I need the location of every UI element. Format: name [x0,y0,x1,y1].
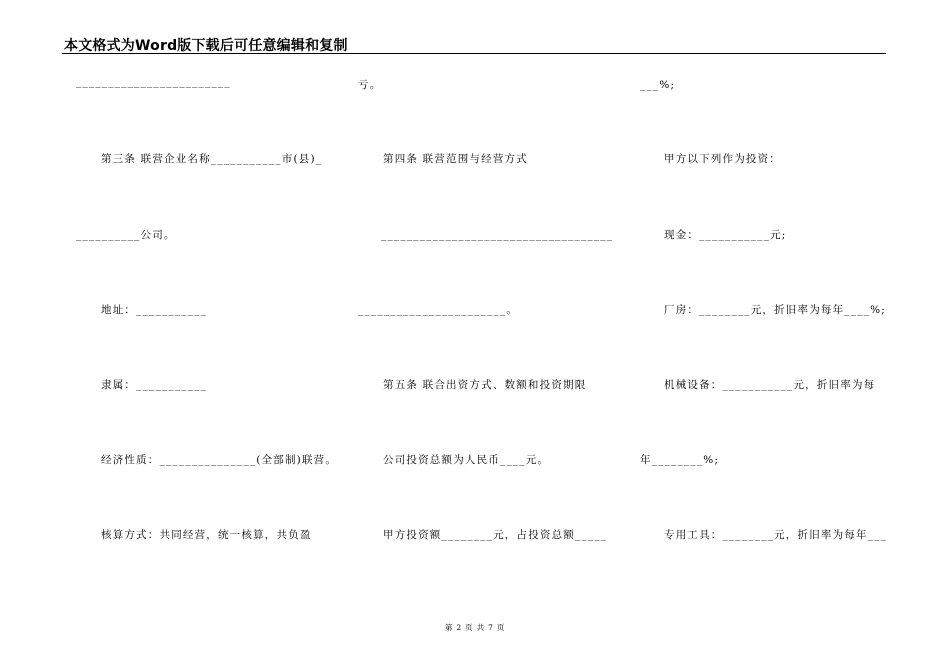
text-line: 亏。 [358,79,382,91]
text-line: 专用工具：________元，折旧率为每年___ [664,529,888,541]
text-line: 现金：___________元; [664,229,787,241]
page-header-title: 本文格式为Word版下载后可任意编辑和复制 [64,38,348,54]
text-line: 厂房：________元，折旧率为每年____%; [664,304,887,316]
text-line: 地址：___________ [101,304,208,316]
text-line: 年________%; [640,454,720,466]
text-line: ____________________________________ [381,229,614,241]
text-line: 经济性质：_______________(全部制)联营。 [101,454,338,466]
text-line: 第四条 联营范围与经营方式 [383,153,528,165]
text-line: 核算方式：共同经营，统一核算，共负盈 [101,529,312,541]
text-line: 甲方以下列作为投资： [664,153,781,165]
text-line: 机械设备：___________元，折旧率为每 [664,379,876,391]
text-line: 第三条 联营企业名称___________市(县)_ [101,153,323,165]
text-line: _______________________。 [358,304,519,316]
header-divider [62,53,886,54]
text-line: ________________________ [76,76,231,88]
text-line: 第五条 联合出资方式、数额和投资期限 [383,379,587,391]
text-line: 公司投资总额为人民币____元。 [383,454,550,466]
text-line: ___%; [640,79,676,91]
text-line: __________公司。 [76,229,176,241]
page-number: 第 2 页 共 7 页 [444,623,506,632]
text-line: 隶属：___________ [101,379,208,391]
text-line: 甲方投资额________元，占投资总额_____ [383,529,608,541]
